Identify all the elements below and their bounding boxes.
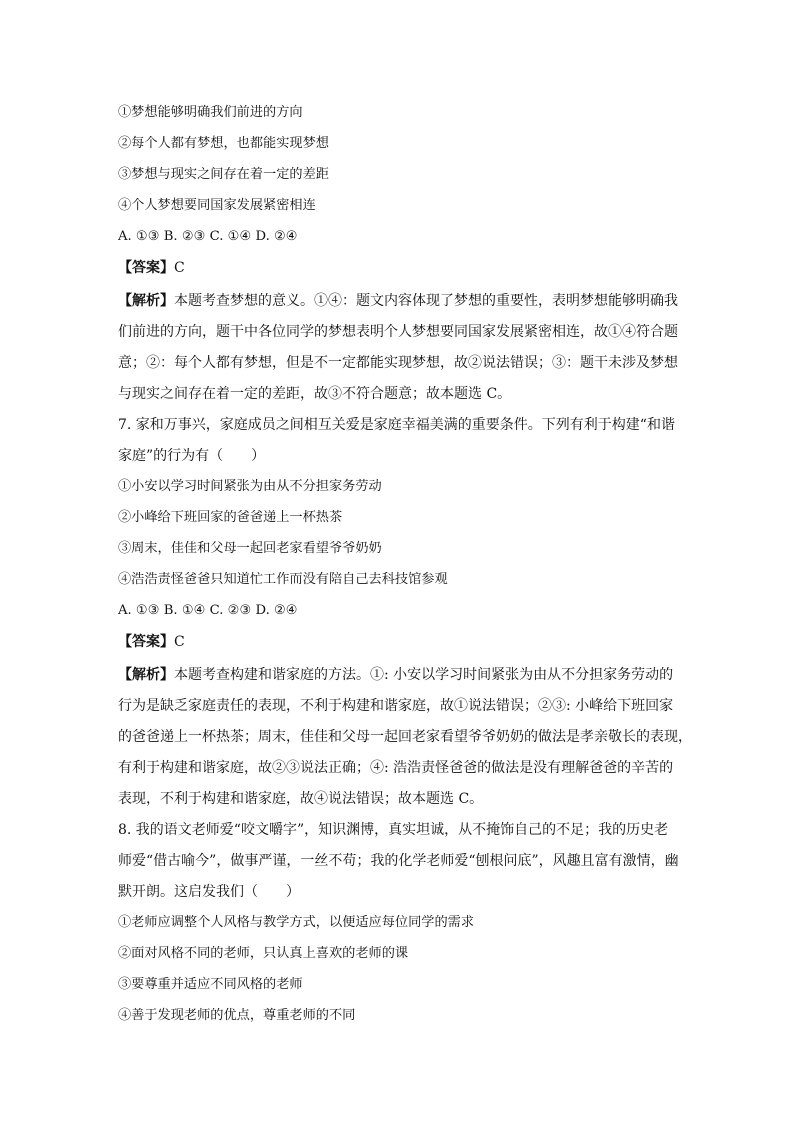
q7-answer [118,633,678,651]
q7-option-2: ②小峰给下班回家的爸爸递上一杯热茶 [118,510,343,525]
q7-option-4: ④浩浩责怪爸爸只知道忙工作而没有陪自己去科技馆参观 [118,572,448,587]
q6-answer [118,259,678,277]
q6-option-2: ②每个人都有梦想，也都能实现梦想 [118,136,329,151]
answer-label: 【答案】 [118,260,174,276]
answer-value: C [174,260,185,276]
q7-stem-line-1: 7. 家和万事兴，家庭成员之间相互关爱是家庭幸福美满的重要条件。下列有利于构建“和谐 [118,417,675,433]
q7-analysis-line-3: 的爸爸递上一杯热茶；周末，佳佳和父母一起回老家看望爷爷奶奶的做法是孝亲敬长的表现， [118,729,692,745]
q7-choices: A. ①③ B. ①④ C. ②③ D. ②④ [118,603,298,618]
q8-option-4: ④善于发现老师的优点，尊重老师的不同 [118,1008,356,1023]
q8-option-3: ③要尊重并适应不同风格的老师 [118,977,303,992]
q8-option-1: ①老师应调整个人风格与教学方式，以便适应每位同学的需求 [118,915,475,930]
analysis-text: 本题考查梦想的意义。①④：题文内容体现了梦想的重要性，表明梦想能够明确我 [174,293,678,309]
q8-stem-line-1: 8. 我的语文老师爱“咬文嚼字”，知识渊博，真实坦诚，从不掩饰自己的不足；我的历史老 [118,822,669,838]
q7-analysis-line-5: 表现，不利于构建和谐家庭，故④说法错误；故本题选 C。 [118,791,484,807]
q6-analysis-line-1 [118,292,678,310]
q6-option-4: ④个人梦想要同国家发展紧密相连 [118,198,316,213]
q7-option-1: ①小安以学习时间紧张为由从不分担家务劳动 [118,479,382,494]
q7-option-3: ③周末，佳佳和父母一起回老家看望爷爷奶奶 [118,541,382,556]
q6-option-3: ③梦想与现实之间存在着一定的差距 [118,167,329,182]
q7-analysis-line-4: 有利于构建和谐家庭，故②③说法正确；④: 浩浩责怪爸爸的做法是没有理解爸爸的辛苦的 [118,760,674,776]
q6-analysis-line-4: 与现实之间存在着一定的差距，故③不符合题意；故本题选 C。 [118,386,512,402]
q8-option-2: ②面对风格不同的老师，只认真上喜欢的老师的课 [118,946,409,961]
q7-analysis-line-2: 行为是缺乏家庭责任的表现，不利于构建和谐家庭，故①说法错误；②③: 小峰给下班回家 [118,698,674,714]
analysis-label: 【解析】 [118,667,174,683]
q8-stem-line-2: 师爱“借古喻今”，做事严谨，一丝不苟；我的化学老师爱“刨根问底”，风趣且富有激情，幽 [118,853,679,869]
q6-option-1: ①梦想能够明确我们前进的方向 [118,105,303,120]
q6-analysis-line-2: 们前进的方向，题干中各位同学的梦想表明个人梦想要同国家发展紧密相连，故①④符合题 [118,324,678,340]
analysis-text: 本题考查构建和谐家庭的方法。①: 小安以学习时间紧张为由从不分担家务劳动的 [174,667,674,683]
q6-analysis-line-3: 意；②：每个人都有梦想，但是不一定都能实现梦想，故②说法错误；③：题干未涉及梦想 [118,355,678,371]
answer-value: C [174,634,185,650]
q6-choices: A. ①③ B. ②③ C. ①④ D. ②④ [118,229,298,244]
q7-analysis-line-1 [118,666,678,684]
q8-stem-line-3: 默开朗。这启发我们（ ） [118,884,300,900]
analysis-label: 【解析】 [118,293,174,309]
answer-label: 【答案】 [118,634,174,650]
q7-stem-line-2: 家庭”的行为有（ ） [118,448,266,464]
